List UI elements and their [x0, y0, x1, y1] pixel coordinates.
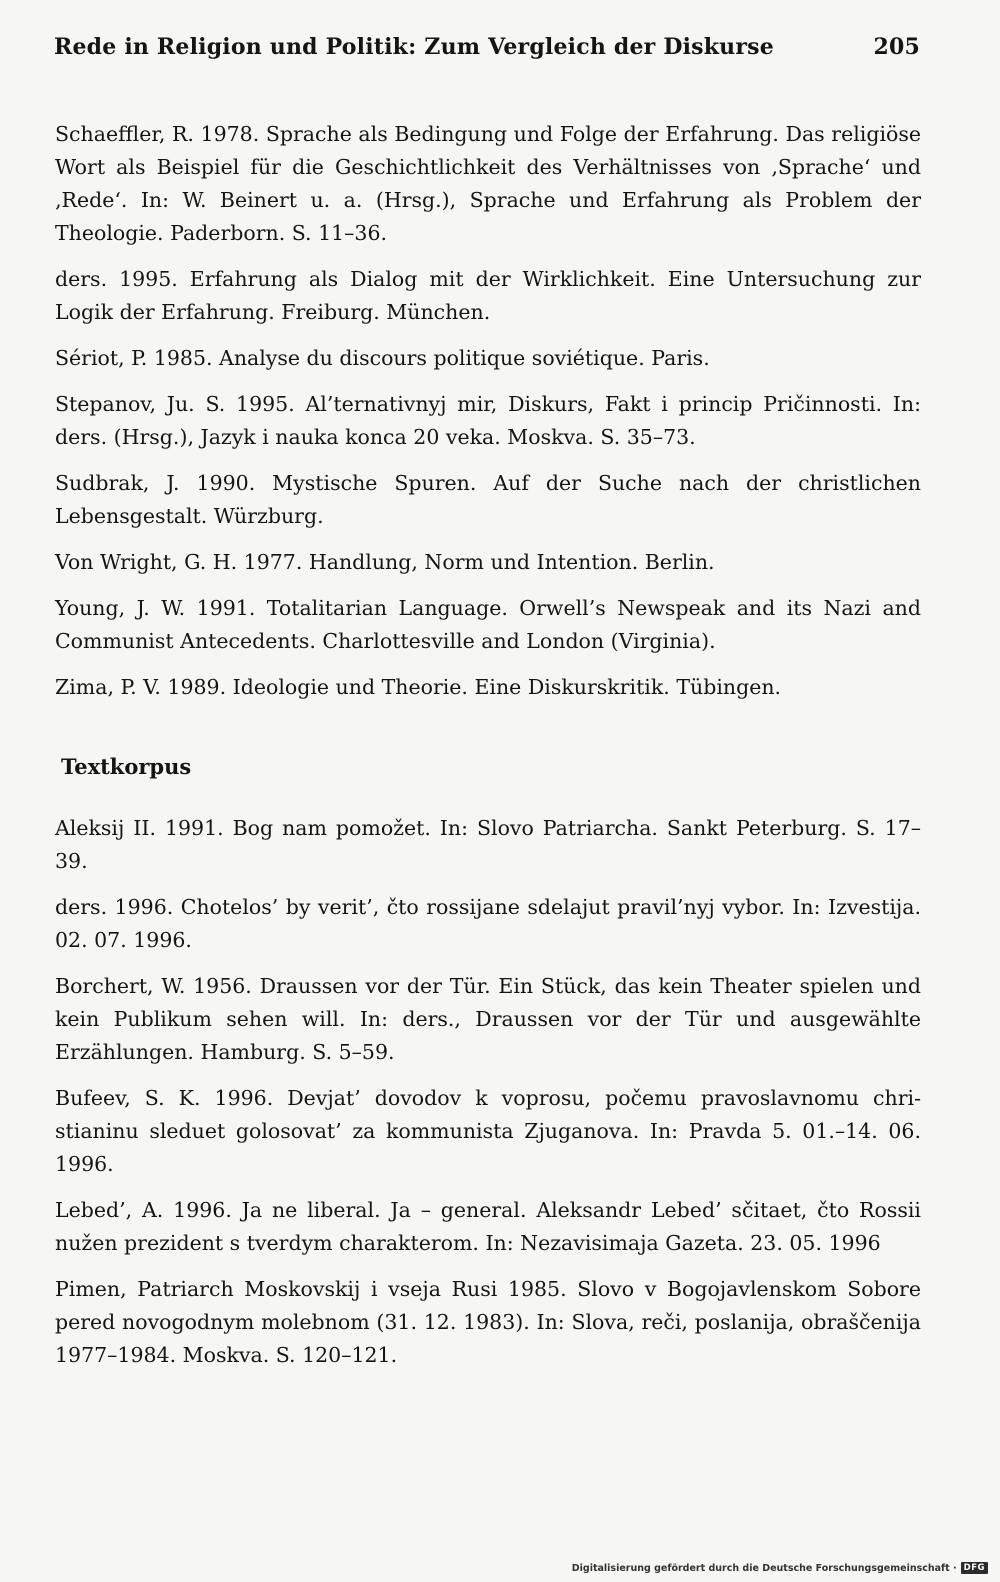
digitization-footer [572, 1562, 988, 1574]
textkorpus-entry: ders. 1996. Chotelos’ by verit’, čto rossijane sdelajut pravil’nyj vybor. In: Izvestija. 02. 07. 1996. [55, 895, 921, 952]
reference-entry: Von Wright, G. H. 1977. Handlung, Norm und Intention. Berlin. [55, 550, 715, 574]
reference-list [55, 118, 921, 717]
textkorpus-entry: Bufeev, S. K. 1996. Devjat’ dovodov k voprosu, počemu pravoslavnomu christianinu sleduet golosovat’ za kommunista Zjuganova. In: Pravda 5. 01.–14. 06. 1996. [55, 1086, 921, 1176]
textkorpus-entry: Lebed’, A. 1996. Ja ne liberal. Ja – general. Aleksandr Lebed’ sčitaet, čto Rossii nužen prezident s tverdym charakterom. In: Nezavisimaja Gazeta. 23. 05. 1996 [55, 1198, 921, 1255]
section-heading-textkorpus: Textkorpus [61, 754, 192, 779]
reference-entry: Schaeffler, R. 1978. Sprache als Bedingung und Folge der Erfahrung. Das religiöse Wort als Beispiel für die Geschichtlichkeit des Verhältnisses von ‚Sprache‘ und ‚Rede‘. In: W. Beinert u. a. (Hrsg.), Sprache und Erfahrung als Problem der Theologie. Paderborn. S. 11–36. [55, 122, 921, 245]
reference-entry: Sériot, P. 1985. Analyse du discours politique soviétique. Paris. [55, 346, 710, 370]
reference-entry: Stepanov, Ju. S. 1995. Al’ternativnyj mir, Diskurs, Fakt i princip Pričinnosti. In: ders. (Hrsg.), Jazyk i nauka konca 20 veka. Moskva. S. 35–73. [55, 392, 921, 449]
footer-text: Digitalisierung gefördert durch die Deutsche Forschungsgemeinschaft · [571, 1562, 957, 1574]
running-head [54, 30, 920, 64]
reference-entry: ders. 1995. Erfahrung als Dialog mit der Wirklichkeit. Eine Untersuchung zur Logik der Erfahrung. Freiburg. München. [55, 267, 921, 324]
textkorpus-list [55, 812, 921, 1385]
textkorpus-entry: Pimen, Patriarch Moskovskij i vseja Rusi 1985. Slovo v Bogojavlenskom Sobore pered novogodnym molebnom (31. 12. 1983). In: Slova, reči, poslanija, obraščenija 1977–1984. Moskva. S. 120–121. [55, 1277, 921, 1367]
textkorpus-entry: Borchert, W. 1956. Draussen vor der Tür. Ein Stück, das kein Theater spielen und kein Publikum sehen will. In: ders., Draussen vor der Tür und ausgewählte Erzählungen. Hamburg. S. 5–59. [55, 974, 921, 1064]
running-head-title: Rede in Religion und Politik: Zum Vergleich der Diskurse [54, 34, 774, 60]
dfg-logo-icon: DFG [961, 1562, 988, 1574]
reference-entry: Zima, P. V. 1989. Ideologie und Theorie. Eine Diskurskritik. Tübingen. [55, 675, 782, 699]
page-number: 205 [873, 34, 920, 60]
reference-entry: Young, J. W. 1991. Totalitarian Language. Orwell’s Newspeak and its Nazi and Communist Antecedents. Charlottesville and London (Virginia). [55, 596, 921, 653]
textkorpus-entry: Aleksij II. 1991. Bog nam pomožet. In: Slovo Patriarcha. Sankt Peterburg. S. 17–39. [55, 816, 921, 873]
reference-entry: Sudbrak, J. 1990. Mystische Spuren. Auf der Suche nach der christlichen Lebensgestalt. Würzburg. [55, 471, 921, 528]
